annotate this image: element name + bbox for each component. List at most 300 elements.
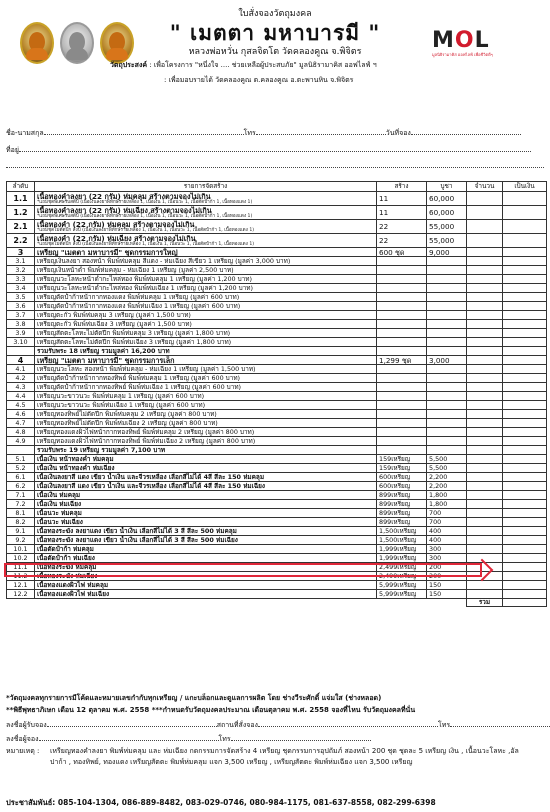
row-no: 12.2 — [7, 590, 35, 599]
row-qty-input[interactable] — [467, 428, 503, 437]
row-description-text: เนื้อเงิน ห่มคลุม — [37, 490, 81, 499]
row-no: 1.2 — [7, 206, 35, 220]
page-title: " เมตตา มหาบารมี " — [169, 20, 381, 45]
row-price — [427, 401, 467, 410]
row-created: 600 ชุด — [377, 248, 427, 257]
row-amount-input[interactable] — [503, 554, 547, 563]
row-qty-input[interactable] — [467, 500, 503, 509]
row-price: 60,000 — [427, 192, 467, 206]
table-row — [7, 311, 547, 320]
table-row — [7, 392, 547, 401]
row-qty-input[interactable] — [467, 284, 503, 293]
row-qty-input[interactable] — [467, 482, 503, 491]
row-created — [377, 257, 427, 266]
row-qty-input[interactable] — [467, 455, 503, 464]
row-amount-input[interactable] — [503, 293, 547, 302]
table-row — [7, 320, 547, 329]
row-price — [427, 338, 467, 347]
row-no: 4.3 — [7, 383, 35, 392]
row-description-text: เหรียญนวะขาวนวะ พิมพ์ห่มเฉียง 1 เหรียญ (มูลค่า 600 บาท) — [37, 400, 206, 409]
orderer-tel-label: โทร — [218, 735, 231, 743]
row-created — [377, 419, 427, 428]
row-created: 11 — [377, 206, 427, 220]
row-price — [427, 446, 467, 455]
row-created — [377, 266, 427, 275]
row-description — [35, 500, 377, 509]
place-label: สถานที่สั่งจอง — [216, 721, 258, 729]
row-description-text: เหรียญตัดปำก้าหน้ากากทองแดง พิมพ์ห่มเฉียง 1 เหรียญ (มูลค่า 600 บาท) — [37, 301, 241, 310]
row-amount-input[interactable] — [503, 266, 547, 275]
row-qty-input[interactable] — [467, 293, 503, 302]
row-description-text: เนื้อทองคำลงยา (22 กรัม) ห่มคลุม สร้างตามจองไม่เกิน — [37, 191, 211, 201]
receiver-line[interactable] — [6, 720, 550, 731]
row-amount-input[interactable] — [503, 536, 547, 545]
row-price — [427, 419, 467, 428]
row-amount-input[interactable] — [503, 419, 547, 428]
row-qty-input[interactable] — [467, 464, 503, 473]
footer-note-1: *วัตถุมงคลทุกรายการมีโค้ดและหมายเลขกำกับทุกเหรียญ / แกะบล็อกและดูแลการผลิต โดย ช่างวีระศักดิ์ แจ่มใส (ช่างหลอด) — [6, 694, 382, 702]
row-amount-input[interactable] — [503, 482, 547, 491]
row-amount-input[interactable] — [503, 206, 547, 220]
row-no: 5.1 — [7, 455, 35, 464]
row-description-text: เหรียญ "เมตตา มหาบารมี" ชุดกรรมการเล็ก — [37, 355, 175, 365]
row-created — [377, 320, 427, 329]
row-created: 2,499เหรียญ — [377, 563, 427, 572]
row-created: 22 — [377, 234, 427, 248]
row-qty-input[interactable] — [467, 257, 503, 266]
row-amount-input[interactable] — [503, 527, 547, 536]
row-qty-input[interactable] — [467, 518, 503, 527]
row-no: 11.1 — [7, 563, 35, 572]
row-qty-input[interactable] — [467, 266, 503, 275]
row-description — [35, 518, 377, 527]
row-qty-input[interactable] — [467, 536, 503, 545]
row-created — [377, 410, 427, 419]
row-description-text: รวมรับพระ 18 เหรียญ รวมมูลค่า 16,200 บาท — [37, 346, 170, 355]
row-description-text: รวมรับพระ 19 เหรียญ รวมมูลค่า 7,100 บาท — [37, 445, 166, 454]
row-amount-input[interactable] — [503, 473, 547, 482]
row-description — [35, 257, 377, 266]
row-amount-input[interactable] — [503, 509, 547, 518]
row-no: 5.2 — [7, 464, 35, 473]
row-description — [35, 581, 377, 590]
row-no: 3.5 — [7, 293, 35, 302]
row-note: *แถมชุดพิเศษรับสต์ปี (เนื้อเงินลงยาพิทักษ์รายเหลือง 1, เนื้อเงิน 1, เนื้อนวะ 1, เนื้อตัดปำก้า 1, เนื้อทองแดง 1) — [37, 199, 253, 205]
row-description-text: เหรียญสัตตะโลหะไม่ตัดปีก พิมพ์ห่มเฉียง 3 เหรียญ (มูลค่า 1,800 บาท) — [37, 337, 232, 346]
table-row — [7, 509, 547, 518]
contact-phones: ประชาสัมพันธ์: 085-104-1304, 086-889-8482, 083-029-0746, 080-984-1175, 081-637-8558, 082-299-6398 — [6, 798, 436, 807]
remark-block — [6, 746, 546, 768]
row-amount-input[interactable] — [503, 284, 547, 293]
row-qty-input[interactable] — [467, 248, 503, 257]
row-price: 1,800 — [427, 491, 467, 500]
footer-note-2: **พิธีพุทธาภิเษก เดือน 12 ตุลาคม พ.ศ. 2558 ***กำหนดรับวัตถุมงคลประมาณ เดือนตุลาคม พ.ศ. 2558 จองที่ไหน รับวัตถุมงคลที่นั่น — [6, 706, 416, 714]
row-amount-input[interactable] — [503, 329, 547, 338]
row-price — [427, 410, 467, 419]
row-price: 9,000 — [427, 248, 467, 257]
row-description-text: เหรียญทองทิพย์ไม่ตัดปีก พิมพ์ห่มคลุม 2 เหรียญ (มูลค่า 800 บาท) — [37, 409, 217, 418]
row-description — [35, 383, 377, 392]
coin-image-gold — [20, 22, 54, 64]
row-qty-input[interactable] — [467, 275, 503, 284]
row-description — [35, 410, 377, 419]
row-created — [377, 374, 427, 383]
row-description — [35, 248, 377, 257]
row-description — [35, 293, 377, 302]
row-created: 5,999เหรียญ — [377, 590, 427, 599]
row-no: 3.7 — [7, 311, 35, 320]
row-amount-input[interactable] — [503, 437, 547, 446]
row-qty-input[interactable] — [467, 234, 503, 248]
mol-logo: MOL มูลนิธิรามาคิส ออฟไลฟ์ เพื่อชีวิตดีๆ — [432, 28, 532, 64]
row-amount-input[interactable] — [503, 374, 547, 383]
row-price — [427, 284, 467, 293]
row-description — [35, 419, 377, 428]
row-created — [377, 401, 427, 410]
row-qty-input[interactable] — [467, 192, 503, 206]
sum-value-cell[interactable] — [503, 599, 547, 607]
row-no: 9.1 — [7, 527, 35, 536]
row-description — [35, 437, 377, 446]
row-amount-input[interactable] — [503, 347, 547, 356]
row-qty-input[interactable] — [467, 356, 503, 365]
row-description-text: เนื้อนวะ ห่มคลุม — [37, 508, 82, 517]
row-qty-input[interactable] — [467, 365, 503, 374]
row-description — [35, 509, 377, 518]
col-header-no: ลำดับ — [7, 182, 35, 192]
form-caption: ใบสั่งจองวัตถุมงคล — [238, 9, 312, 19]
table-row — [7, 329, 547, 338]
table-header-row — [7, 182, 547, 192]
row-description-text: เหรียญตัดปำก้าหน้ากากทองทิพย์ พิมพ์ห่มคลุม 1 เหรียญ (มูลค่า 600 บาท) — [37, 373, 241, 382]
row-no: 4 — [7, 356, 35, 365]
row-qty-input[interactable] — [467, 527, 503, 536]
row-price: 300 — [427, 554, 467, 563]
row-created: 159เหรียญ — [377, 455, 427, 464]
table-row — [7, 192, 547, 206]
row-price: 300 — [427, 545, 467, 554]
row-description — [35, 311, 377, 320]
row-qty-input[interactable] — [467, 383, 503, 392]
address-label: ที่อยู่ — [6, 146, 19, 154]
col-header-qty: จำนวน — [467, 182, 503, 192]
row-no: 2.1 — [7, 220, 35, 234]
row-amount-input[interactable] — [503, 365, 547, 374]
row-price — [427, 437, 467, 446]
row-no: 3.2 — [7, 266, 35, 275]
row-amount-input[interactable] — [503, 500, 547, 509]
row-description-text: เหรียญเงินลงยา สองหน้า พิมพ์ห่มคลุม สีแดง - ห่มเฉียง สีเขียว 1 เหรียญ (มูลค่า 3,000 บาท) — [37, 256, 291, 265]
col-header-item: รายการจัดสร้าง — [35, 182, 377, 192]
table-row — [7, 248, 547, 257]
row-description — [35, 536, 377, 545]
row-amount-input[interactable] — [503, 257, 547, 266]
row-price: 150 — [427, 590, 467, 599]
row-description-text: เหรียญทองแดงผิวไฟหน้ากากทองทิพย์ พิมพ์ห่มคลุม 2 เหรียญ (มูลค่า 800 บาท) — [37, 427, 255, 436]
row-no: 4.6 — [7, 410, 35, 419]
row-no: 4.2 — [7, 374, 35, 383]
col-header-created: สร้าง — [377, 182, 427, 192]
row-qty-input[interactable] — [467, 509, 503, 518]
row-description — [35, 365, 377, 374]
row-created — [377, 284, 427, 293]
row-no: 4.1 — [7, 365, 35, 374]
row-amount-input[interactable] — [503, 338, 547, 347]
row-description — [35, 302, 377, 311]
tel-label: โทร — [243, 129, 256, 137]
row-description — [35, 234, 377, 248]
row-price: 700 — [427, 509, 467, 518]
row-qty-input[interactable] — [467, 491, 503, 500]
col-header-amount: เป็นเงิน — [503, 182, 547, 192]
row-created — [377, 329, 427, 338]
row-description-text: เนื้อทองระฆัง ลงยาแดง เขียว น้ำเงิน เลือกสีไม่ได้ 3 สี สีละ 500 ห่มคลุม — [37, 526, 237, 535]
row-qty-input[interactable] — [467, 374, 503, 383]
row-amount-input[interactable] — [503, 572, 547, 581]
row-qty-input[interactable] — [467, 581, 503, 590]
highlight-box — [4, 563, 482, 577]
table-row — [7, 554, 547, 563]
table-row — [7, 446, 547, 455]
table-row — [7, 401, 547, 410]
row-price — [427, 347, 467, 356]
row-amount-input[interactable] — [503, 455, 547, 464]
row-no: 9.2 — [7, 536, 35, 545]
row-description-text: เหรียญตะกั่ว พิมพ์ห่มเฉียง 3 เหรียญ (มูลค่า 1,500 บาท) — [37, 319, 192, 328]
row-price: 200 — [427, 563, 467, 572]
table-row — [7, 455, 547, 464]
row-amount-input[interactable] — [503, 410, 547, 419]
row-no: 6.2 — [7, 482, 35, 491]
row-description-text: เนื้อเงินลงยาสี แดง เขียว น้ำเงิน และจีวรเหลือง เลือกสีไม่ได้ 4สี สีละ 150 ห่มคลุม — [37, 472, 265, 481]
row-qty-input[interactable] — [467, 419, 503, 428]
row-description — [35, 192, 377, 206]
row-price — [427, 383, 467, 392]
row-qty-input[interactable] — [467, 320, 503, 329]
row-qty-input[interactable] — [467, 338, 503, 347]
row-no: 4.8 — [7, 428, 35, 437]
row-description-text: เนื้อเงิน หน้าทองคำ ห่มคลุม — [37, 454, 114, 463]
row-description-text: เนื้อทองระฆัง ลงยาแดง เขียว น้ำเงิน เลือกสีไม่ได้ 3 สี สีละ 500 ห่มเฉียง — [37, 535, 238, 544]
row-no: 4.4 — [7, 392, 35, 401]
row-no: 11.2 — [7, 572, 35, 581]
row-no: 8.2 — [7, 518, 35, 527]
table-row — [7, 581, 547, 590]
table-row — [7, 257, 547, 266]
row-created: 1,999เหรียญ — [377, 545, 427, 554]
table-row — [7, 302, 547, 311]
row-amount-input[interactable] — [503, 518, 547, 527]
row-qty-input[interactable] — [467, 302, 503, 311]
row-description — [35, 554, 377, 563]
row-qty-input[interactable] — [467, 590, 503, 599]
row-price: 400 — [427, 536, 467, 545]
row-description — [35, 491, 377, 500]
row-amount-input[interactable] — [503, 275, 547, 284]
row-amount-input[interactable] — [503, 590, 547, 599]
row-created: 11 — [377, 192, 427, 206]
sum-label: รวม — [467, 599, 503, 607]
table-row — [7, 410, 547, 419]
row-created: 1,500เหรียญ — [377, 527, 427, 536]
row-amount-input[interactable] — [503, 563, 547, 572]
table-row — [7, 338, 547, 347]
row-description-text: เนื้อทองคำ (22 กรัม) ห่มคลุม สร้างตามจองไม่เกิน — [37, 219, 195, 229]
table-row — [7, 266, 547, 275]
table-row — [7, 356, 547, 365]
remark-label: หมายเหตุ : — [6, 747, 40, 755]
row-amount-input[interactable] — [503, 356, 547, 365]
row-created — [377, 338, 427, 347]
row-created: 5,999เหรียญ — [377, 581, 427, 590]
row-amount-input[interactable] — [503, 192, 547, 206]
row-description — [35, 545, 377, 554]
row-amount-input[interactable] — [503, 220, 547, 234]
row-amount-input[interactable] — [503, 581, 547, 590]
row-qty-input[interactable] — [467, 545, 503, 554]
row-created: 159เหรียญ — [377, 464, 427, 473]
row-amount-input[interactable] — [503, 428, 547, 437]
table-row — [7, 428, 547, 437]
row-amount-input[interactable] — [503, 392, 547, 401]
date-label: วันที่จอง — [385, 129, 411, 137]
row-amount-input[interactable] — [503, 545, 547, 554]
orderer-line[interactable] — [6, 734, 371, 745]
row-amount-input[interactable] — [503, 302, 547, 311]
row-qty-input[interactable] — [467, 206, 503, 220]
orderer-label: ลงชื่อผู้จอง — [6, 735, 39, 743]
row-amount-input[interactable] — [503, 464, 547, 473]
row-description — [35, 455, 377, 464]
row-no — [7, 446, 35, 455]
row-description — [35, 266, 377, 275]
row-description-text: เหรียญนวะโลหะหน้าดำกะไหล่ทอง พิมพ์ห่มเฉียง 1 เหรียญ (มูลค่า 1,200 บาท) — [37, 283, 253, 292]
row-created: 2,499เหรียญ — [377, 572, 427, 581]
row-qty-input[interactable] — [467, 437, 503, 446]
row-description-text: เหรียญนวะโลหะหน้าดำกะไหล่ทอง พิมพ์ห่มคลุม 1 เหรียญ (มูลค่า 1,200 บาท) — [37, 274, 252, 283]
table-row — [7, 347, 547, 356]
col-header-price: บูชา — [427, 182, 467, 192]
row-no: 10.2 — [7, 554, 35, 563]
row-description-text: เนื้อเงินลงยาสี แดง เขียว น้ำเงิน และจีวรเหลือง เลือกสีไม่ได้ 4สี สีละ 150 ห่มเฉียง — [37, 481, 266, 490]
row-no: 7.2 — [7, 500, 35, 509]
row-qty-input[interactable] — [467, 347, 503, 356]
row-amount-input[interactable] — [503, 234, 547, 248]
table-row — [7, 284, 547, 293]
row-note: *แถมชุดไม่ตัดปีก ลังปี (เนื้อเงินลงยาพิทักษ์รายเหลือง 1, เนื้อเงิน 1, เนื้อนวะ 1, เนื้อตัดปำก้า 1, เนื้อทองแดง 1) — [37, 227, 255, 233]
row-description-text: เนื้อเงิน ห่มเฉียง — [37, 499, 82, 508]
row-price — [427, 428, 467, 437]
row-description-text: เหรียญนวะโลหะ สองหน้า พิมพ์ห่มคลุม - ห่มเฉียง 1 เหรียญ (มูลค่า 1,500 บาท) — [37, 364, 256, 373]
row-no: 4.9 — [7, 437, 35, 446]
address-line-2[interactable] — [6, 162, 544, 170]
row-price — [427, 257, 467, 266]
row-price: 2,200 — [427, 473, 467, 482]
row-amount-input[interactable] — [503, 446, 547, 455]
row-qty-input[interactable] — [467, 220, 503, 234]
row-amount-input[interactable] — [503, 401, 547, 410]
row-qty-input[interactable] — [467, 446, 503, 455]
row-price: 55,000 — [427, 220, 467, 234]
row-description — [35, 527, 377, 536]
row-description-text: เนื้อตัดปำก้า ห่มคลุม — [37, 544, 94, 553]
row-description — [35, 446, 377, 455]
row-qty-input[interactable] — [467, 329, 503, 338]
row-created — [377, 437, 427, 446]
table-row — [7, 590, 547, 599]
table-row — [7, 365, 547, 374]
row-created — [377, 347, 427, 356]
row-amount-input[interactable] — [503, 491, 547, 500]
row-no: 6.1 — [7, 473, 35, 482]
row-description-text: เหรียญเงินหน้าดำ พิมพ์ห่มคลุม - ห่มเฉียง 1 เหรียญ (มูลค่า 2,500 บาท) — [37, 265, 234, 274]
name-line[interactable] — [6, 128, 521, 139]
row-description — [35, 428, 377, 437]
row-created: 899เหรียญ — [377, 509, 427, 518]
row-qty-input[interactable] — [467, 473, 503, 482]
row-description — [35, 374, 377, 383]
table-row — [7, 518, 547, 527]
table-row — [7, 383, 547, 392]
row-description — [35, 347, 377, 356]
row-amount-input[interactable] — [503, 383, 547, 392]
row-price: 3,000 — [427, 356, 467, 365]
table-row — [7, 473, 547, 482]
receiver-tel-label: โทร — [437, 721, 451, 729]
purpose-label: วัตถุประสงค์ — [110, 61, 148, 69]
row-price — [427, 293, 467, 302]
row-description-text: เนื้อนวะ ห่มเฉียง — [37, 517, 83, 526]
row-price: 200 — [427, 572, 467, 581]
row-no: 3.9 — [7, 329, 35, 338]
row-description — [35, 220, 377, 234]
row-note: *แถมชุดพิเศษรับสต์ปี (เนื้อเงินลงยาพิทักษ์รายเหลือง 1, เนื้อเงิน 1, เนื้อนวะ 1, เนื้อตัดปำก้า 1, เนื้อทองแดง 1) — [37, 213, 253, 219]
row-no: 3.4 — [7, 284, 35, 293]
header — [0, 0, 550, 112]
purpose-line-2: : เพื่อมอบรายได้ วัดคลองคูณ ต.คลองคูณ อ.ตะพานหิน จ.พิจิตร — [164, 76, 354, 84]
row-qty-input[interactable] — [467, 401, 503, 410]
purpose-line-1: : เพื่อโครงการ "หนึ่งใจ .... ช่วยเหลือผู้ประสบภัย" มูลนิธิรามาคิส ออฟไลฟ์ ฯ — [149, 61, 377, 69]
table-row — [7, 374, 547, 383]
row-no: 7.1 — [7, 491, 35, 500]
table-row — [7, 545, 547, 554]
row-no — [7, 347, 35, 356]
row-amount-input[interactable] — [503, 320, 547, 329]
row-note: *แถมชุดไม่ตัดปีก ลังปี (เนื้อเงินลงยาพิทักษ์รายเหลือง 1, เนื้อเงิน 1, เนื้อนวะ 1, เนื้อตัดปำก้า 1, เนื้อทองแดง 1) — [37, 241, 255, 247]
row-price — [427, 374, 467, 383]
row-description — [35, 329, 377, 338]
row-qty-input[interactable] — [467, 311, 503, 320]
row-no: 3.6 — [7, 302, 35, 311]
row-no: 3.1 — [7, 257, 35, 266]
row-qty-input[interactable] — [467, 410, 503, 419]
table-row — [7, 419, 547, 428]
row-no: 1.1 — [7, 192, 35, 206]
row-qty-input[interactable] — [467, 392, 503, 401]
row-description-text: เหรียญนวะขาวนวะ พิมพ์ห่มคลุม 1 เหรียญ (มูลค่า 600 บาท) — [37, 391, 205, 400]
row-no: 8.1 — [7, 509, 35, 518]
table-row — [7, 293, 547, 302]
table-row — [7, 437, 547, 446]
address-line[interactable] — [6, 145, 531, 156]
row-created — [377, 392, 427, 401]
row-description-text: เนื้อตัดปำก้า ห่มเฉียง — [37, 553, 95, 562]
row-description — [35, 392, 377, 401]
row-amount-input[interactable] — [503, 311, 547, 320]
name-label: ชื่อ-นามสกุล — [6, 129, 44, 137]
row-price: 150 — [427, 581, 467, 590]
row-amount-input[interactable] — [503, 248, 547, 257]
